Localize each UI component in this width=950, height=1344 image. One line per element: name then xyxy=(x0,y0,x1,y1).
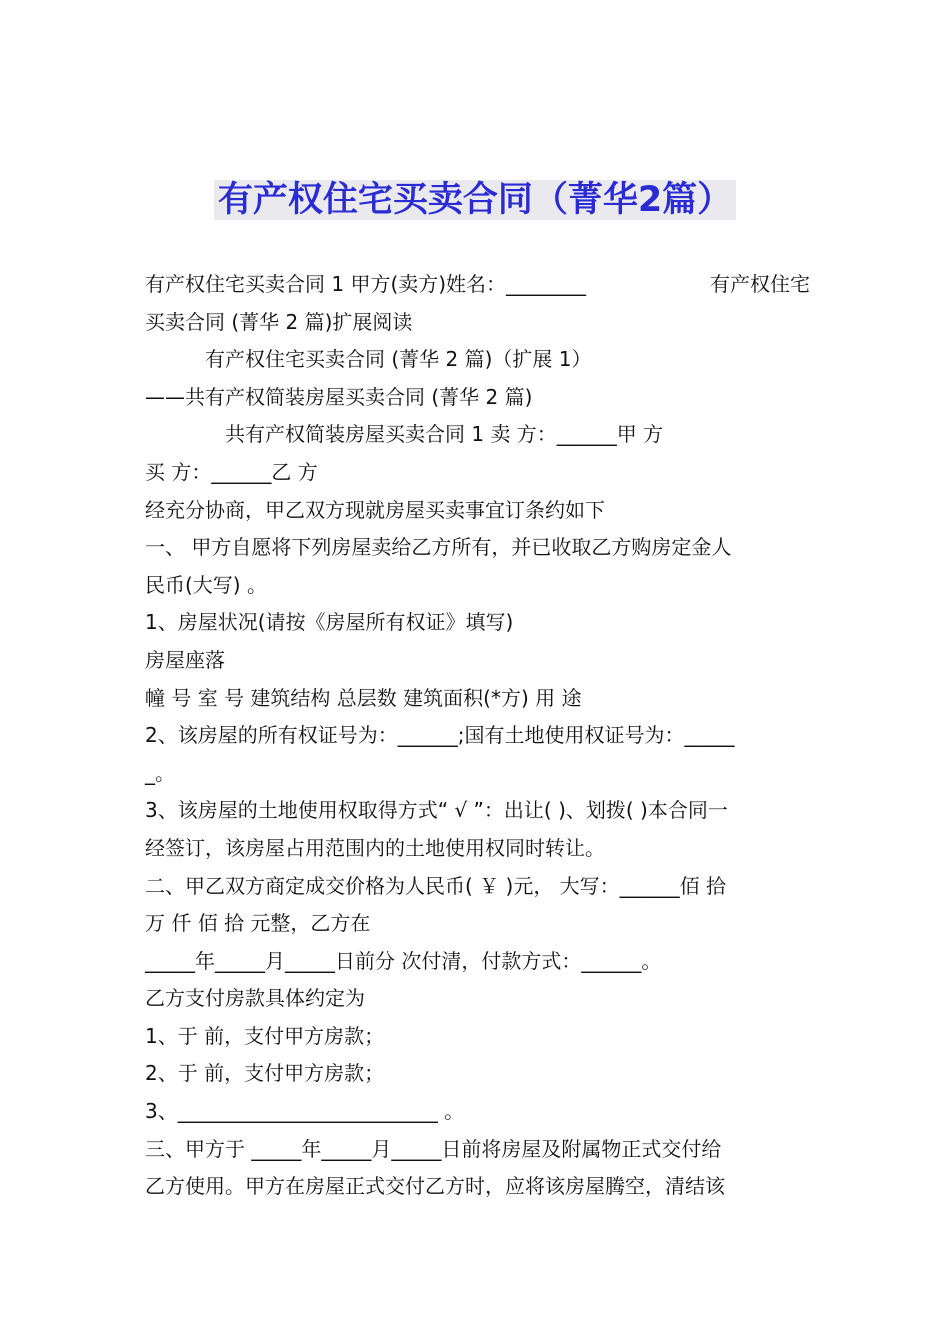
paragraph-line: 一、 甲方自愿将下列房屋卖给乙方所有，并已收取乙方购房定金人 xyxy=(145,535,732,560)
paragraph-line: 乙方使用。甲方在房屋正式交付乙方时，应将该房屋腾空，清结该 xyxy=(145,1174,725,1199)
paragraph-line: _____年_____月_____日前分 次付清，付款方式：______。 xyxy=(145,948,662,973)
paragraph-line: 经签订，该房屋占用范围内的土地使用权同时转让。 xyxy=(145,835,605,860)
paragraph-line: 乙方支付房款具体约定为 xyxy=(145,986,365,1011)
paragraph-line: 有产权住宅买卖合同 1 甲方(卖方)姓名：________ 有产权住宅 xyxy=(145,272,810,296)
paragraph-line: 买 方：______乙 方 xyxy=(145,459,318,484)
document-body xyxy=(145,266,810,1206)
paragraph-line: 二、甲乙双方商定成交价格为人民币( ￥ )元， 大写：______佰 拾 xyxy=(145,873,727,898)
document-title: 有产权住宅买卖合同（菁华2篇） xyxy=(0,176,950,224)
paragraph-line: 民币(大写) 。 xyxy=(145,572,267,597)
paragraph-line: 1、房屋状况(请按《房屋所有权证》填写) xyxy=(145,610,514,635)
paragraph-line: 万 仟 佰 拾 元整，乙方在 xyxy=(145,911,371,936)
paragraph-line: 经充分协商，甲乙双方现就房屋买卖事宜订条约如下 xyxy=(145,497,605,522)
paragraph-line: 买卖合同 (菁华 2 篇)扩展阅读 xyxy=(145,309,413,334)
paragraph-line: 1、于 前，支付甲方房款； xyxy=(145,1023,385,1048)
paragraph-line: 三、甲方于 _____年_____月_____日前将房屋及附属物正式交付给 xyxy=(145,1136,722,1161)
paragraph-line: 3、__________________________ 。 xyxy=(145,1099,465,1124)
paragraph-line: 幢 号 室 号 建筑结构 总层数 建筑面积(*方) 用 途 xyxy=(145,685,582,710)
paragraph-line: 房屋座落 xyxy=(145,647,225,672)
paragraph-line: 共有产权简装房屋买卖合同 1 卖 方：______甲 方 xyxy=(225,422,664,447)
paragraph-line: 2、该房屋的所有权证号为：______;国有土地使用权证号为：_____ xyxy=(145,723,735,748)
paragraph-line: 2、于 前，支付甲方房款； xyxy=(145,1061,385,1086)
paragraph-line: 3、该房屋的土地使用权取得方式“ √ ”：出让( )、划拨( )本合同一 xyxy=(145,798,728,823)
paragraph-line: ——共有产权简装房屋买卖合同 (菁华 2 篇) xyxy=(145,384,533,409)
paragraph-line: _。 xyxy=(145,760,175,785)
paragraph-line: 有产权住宅买卖合同 (菁华 2 篇)（扩展 1） xyxy=(205,347,592,372)
